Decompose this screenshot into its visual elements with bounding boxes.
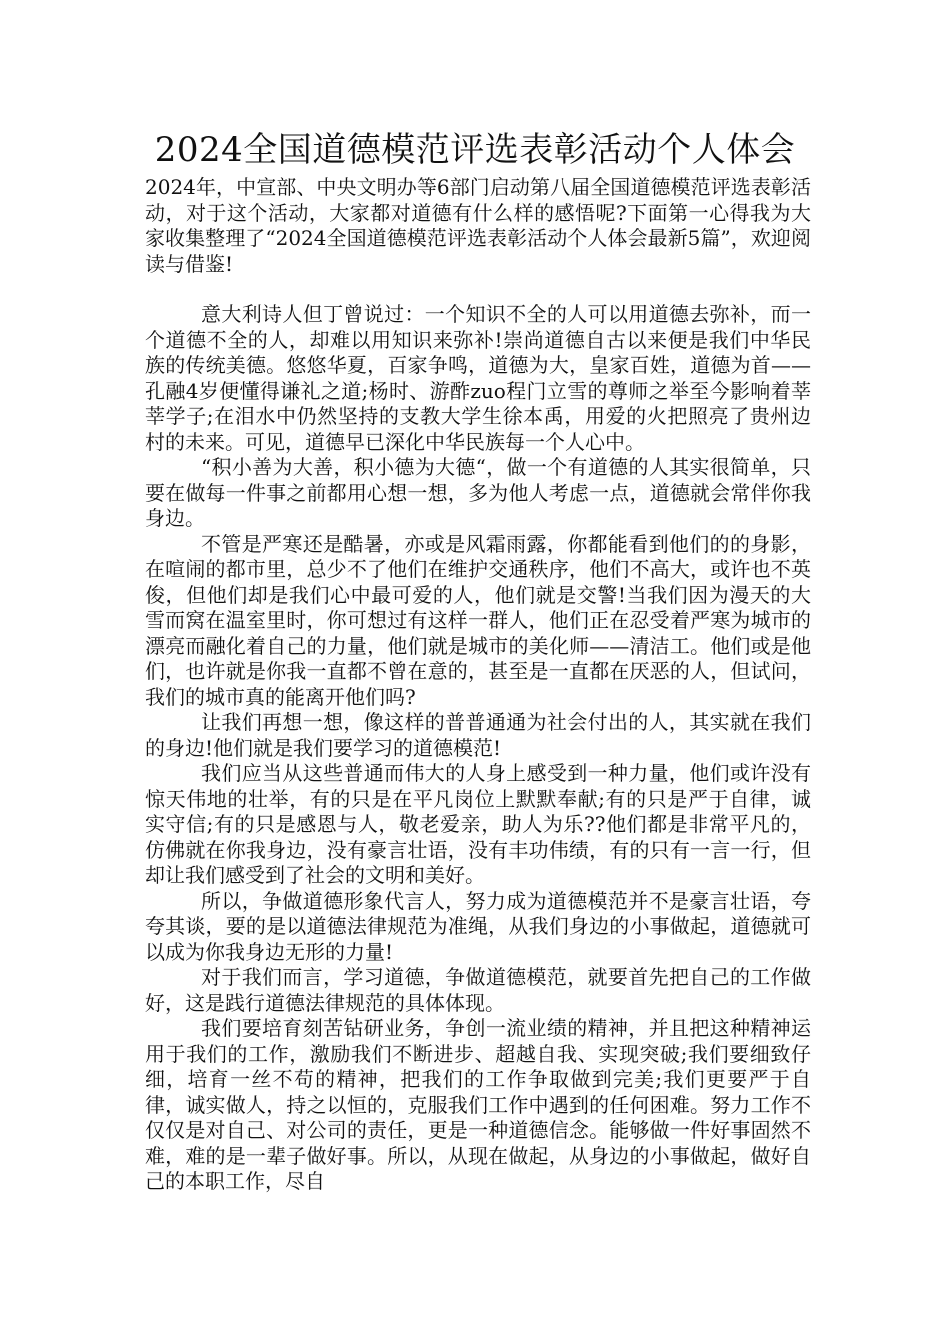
body-paragraph: 意大利诗人但丁曾说过：一个知识不全的人可以用道德去弥补，而一个道德不全的人，却难以用知识来弥补!崇尚道德自古以来便是我们中华民族的传统美德。悠悠华夏，百家争鸣，道德为大，皇家百姓，道德为首——孔融4岁便懂得谦礼之道;杨时、游酢zuo程门立雪的尊师之举至今影响着莘莘学子;在泪水中仍然坚持的支教大学生徐本禹，用爱的火把照亮了贵州边村的未来。可见，道德早已深化中华民族每一个人心中。 (145, 302, 811, 454)
body-paragraph: 让我们再想一想，像这样的普普通通为社会付出的人，其实就在我们的身边!他们就是我们要学习的道德模范! (145, 710, 811, 760)
body-paragraph: 不管是严寒还是酷暑，亦或是风霜雨露，你都能看到他们的的身影，在喧闹的都市里，总少不了他们在维护交通秩序，他们不高大，或许也不英俊，但他们却是我们心中最可爱的人，他们就是交警!当我们因为漫天的大雪而窝在温室里时，你可想过有这样一群人，他们正在忍受着严寒为城市的漂亮而融化着自己的力量，他们就是城市的美化师——清洁工。他们或是他们，也许就是你我一直都不曾在意的，甚至是一直都在厌恶的人，但试问，我们的城市真的能离开他们吗? (145, 531, 811, 709)
document-title: 2024全国道德模范评选表彰活动个人体会 (154, 130, 796, 170)
document-body (145, 175, 811, 1195)
body-paragraph: 对于我们而言，学习道德，争做道德模范，就要首先把自己的工作做好，这是践行道德法律规范的具体体现。 (145, 965, 811, 1015)
body-paragraph: 我们应当从这些普通而伟大的人身上感受到一种力量，他们或许没有惊天伟地的壮举，有的只是在平凡岗位上默默奉献;有的只是严于自律，诚实守信;有的只是感恩与人，敬老爱亲，助人为乐??他们都是非常平凡的，仿佛就在你我身边，没有豪言壮语，没有丰功伟绩，有的只有一言一行，但却让我们感受到了社会的文明和美好。 (145, 761, 811, 887)
body-paragraph: “积小善为大善，积小德为大德“，做一个有道德的人其实很简单，只要在做每一件事之前都用心想一想，多为他人考虑一点，道德就会常伴你我身边。 (145, 455, 811, 530)
body-paragraph: 我们要培育刻苦钻研业务，争创一流业绩的精神，并且把这种精神运用于我们的工作，激励我们不断进步、超越自我、实现突破;我们要细致仔细，培育一丝不苟的精神，把我们的工作争取做到完美;我们更要严于自律，诚实做人，持之以恒的，克服我们工作中遇到的任何困难。努力工作不仅仅是对自己、对公司的责任，更是一种道德信念。能够做一件好事固然不难，难的是一辈子做好事。所以，从现在做起，从身边的小事做起，做好自己的本职工作，尽自 (145, 1016, 811, 1193)
body-paragraph: 所以，争做道德形象代言人，努力成为道德模范并不是豪言壮语，夸夸其谈，要的是以道德法律规范为准绳，从我们身边的小事做起，道德就可以成为你我身边无形的力量! (145, 888, 811, 964)
intro-paragraph: 2024年，中宣部、中央文明办等6部门启动第八届全国道德模范评选表彰活动，对于这个活动，大家都对道德有什么样的感悟呢?下面第一心得我为大家收集整理了“2024全国道德模范评选表彰活动个人体会最新5篇”，欢迎阅读与借鉴! (145, 175, 811, 276)
